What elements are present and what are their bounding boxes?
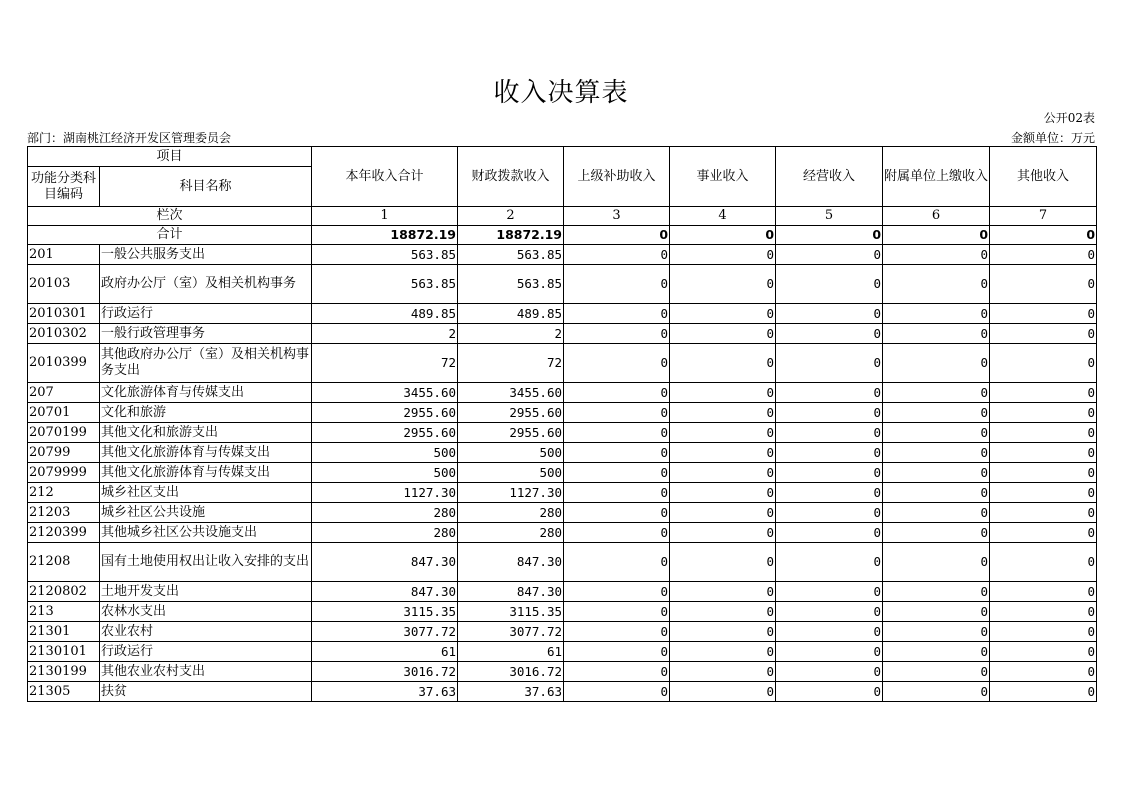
row-code: 2010301 xyxy=(28,304,100,324)
row-value-col-1: 500 xyxy=(312,443,458,463)
header-col-row: 栏次 xyxy=(28,207,312,226)
form-code: 公开02表 xyxy=(1043,111,1095,125)
row-value-col-7: 0 xyxy=(990,304,1097,324)
row-subject-name: 扶贫 xyxy=(100,682,312,702)
row-value-col-5: 0 xyxy=(776,423,883,443)
row-value-col-3: 0 xyxy=(564,383,670,403)
row-value-col-1: 37.63 xyxy=(312,682,458,702)
row-value-col-1: 280 xyxy=(312,503,458,523)
row-value-col-1: 3455.60 xyxy=(312,383,458,403)
row-value-col-3: 0 xyxy=(564,662,670,682)
row-value-col-1: 2955.60 xyxy=(312,423,458,443)
row-value-col-5: 0 xyxy=(776,662,883,682)
row-value-col-1: 847.30 xyxy=(312,582,458,602)
table-row xyxy=(28,463,1097,483)
row-subject-name: 其他文化旅游体育与传媒支出 xyxy=(100,443,312,463)
row-value-col-2: 500 xyxy=(458,463,564,483)
row-code: 21208 xyxy=(28,543,100,582)
row-value-col-3: 0 xyxy=(564,543,670,582)
row-value-col-5: 0 xyxy=(776,523,883,543)
row-value-col-5: 0 xyxy=(776,622,883,642)
row-value-col-7: 0 xyxy=(990,682,1097,702)
row-subject-name: 一般公共服务支出 xyxy=(100,245,312,265)
table-row xyxy=(28,245,1097,265)
row-value-col-6: 0 xyxy=(883,543,990,582)
row-value-col-3: 0 xyxy=(564,324,670,344)
row-code: 212 xyxy=(28,483,100,503)
row-value-col-1: 3016.72 xyxy=(312,662,458,682)
row-value-col-5: 0 xyxy=(776,463,883,483)
row-value-col-2: 489.85 xyxy=(458,304,564,324)
row-value-col-5: 0 xyxy=(776,543,883,582)
table-row xyxy=(28,642,1097,662)
header-item: 项目 xyxy=(28,147,312,167)
row-value-col-2: 72 xyxy=(458,344,564,383)
row-subject-name: 城乡社区支出 xyxy=(100,483,312,503)
row-value-col-2: 500 xyxy=(458,443,564,463)
row-value-col-5: 0 xyxy=(776,483,883,503)
row-value-col-7: 0 xyxy=(990,383,1097,403)
row-value-col-7: 0 xyxy=(990,622,1097,642)
row-value-col-7: 0 xyxy=(990,602,1097,622)
row-subject-name: 其他城乡社区公共设施支出 xyxy=(100,523,312,543)
table-row xyxy=(28,582,1097,602)
row-value-col-6: 0 xyxy=(883,463,990,483)
row-value-col-4: 0 xyxy=(670,245,776,265)
row-value-col-1: 72 xyxy=(312,344,458,383)
total-cell: 0 xyxy=(990,226,1097,245)
row-value-col-5: 0 xyxy=(776,245,883,265)
row-value-col-3: 0 xyxy=(564,423,670,443)
row-value-col-4: 0 xyxy=(670,324,776,344)
row-value-col-6: 0 xyxy=(883,642,990,662)
row-value-col-2: 61 xyxy=(458,642,564,662)
row-value-col-5: 0 xyxy=(776,324,883,344)
row-subject-name: 农林水支出 xyxy=(100,602,312,622)
table-row xyxy=(28,622,1097,642)
table-row xyxy=(28,403,1097,423)
row-value-col-6: 0 xyxy=(883,423,990,443)
row-value-col-6: 0 xyxy=(883,383,990,403)
row-value-col-3: 0 xyxy=(564,483,670,503)
row-subject-name: 其他政府办公厅（室）及相关机构事务支出 xyxy=(100,344,312,383)
row-value-col-6: 0 xyxy=(883,324,990,344)
row-code: 2070199 xyxy=(28,423,100,443)
row-value-col-1: 1127.30 xyxy=(312,483,458,503)
row-value-col-4: 0 xyxy=(670,682,776,702)
col-num-1: 1 xyxy=(312,207,458,226)
header-col-3: 上级补助收入 xyxy=(564,147,670,207)
row-value-col-2: 3016.72 xyxy=(458,662,564,682)
col-num-6: 6 xyxy=(883,207,990,226)
row-code: 213 xyxy=(28,602,100,622)
row-value-col-3: 0 xyxy=(564,344,670,383)
row-value-col-5: 0 xyxy=(776,602,883,622)
row-value-col-6: 0 xyxy=(883,344,990,383)
row-value-col-3: 0 xyxy=(564,245,670,265)
row-value-col-2: 2 xyxy=(458,324,564,344)
row-value-col-2: 2955.60 xyxy=(458,423,564,443)
row-value-col-2: 37.63 xyxy=(458,682,564,702)
row-value-col-7: 0 xyxy=(990,245,1097,265)
row-value-col-1: 563.85 xyxy=(312,265,458,304)
row-value-col-1: 3077.72 xyxy=(312,622,458,642)
row-value-col-1: 563.85 xyxy=(312,245,458,265)
row-code: 2130101 xyxy=(28,642,100,662)
col-num-2: 2 xyxy=(458,207,564,226)
row-subject-name: 其他文化旅游体育与传媒支出 xyxy=(100,463,312,483)
row-value-col-4: 0 xyxy=(670,304,776,324)
total-cell: 18872.19 xyxy=(312,226,458,245)
row-value-col-4: 0 xyxy=(670,265,776,304)
row-value-col-2: 280 xyxy=(458,503,564,523)
row-value-col-3: 0 xyxy=(564,582,670,602)
row-value-col-4: 0 xyxy=(670,383,776,403)
table-row xyxy=(28,304,1097,324)
row-value-col-6: 0 xyxy=(883,245,990,265)
row-value-col-4: 0 xyxy=(670,344,776,383)
header-col-4: 事业收入 xyxy=(670,147,776,207)
row-value-col-4: 0 xyxy=(670,662,776,682)
row-value-col-5: 0 xyxy=(776,682,883,702)
header-col-1: 本年收入合计 xyxy=(312,147,458,207)
table-row xyxy=(28,602,1097,622)
row-value-col-4: 0 xyxy=(670,622,776,642)
row-code: 21203 xyxy=(28,503,100,523)
row-value-col-4: 0 xyxy=(670,642,776,662)
col-num-7: 7 xyxy=(990,207,1097,226)
row-value-col-4: 0 xyxy=(670,602,776,622)
amount-unit-label: 金额单位：万元 xyxy=(1010,131,1095,145)
col-num-5: 5 xyxy=(776,207,883,226)
total-cell: 0 xyxy=(883,226,990,245)
row-value-col-1: 280 xyxy=(312,523,458,543)
row-value-col-5: 0 xyxy=(776,265,883,304)
row-value-col-5: 0 xyxy=(776,582,883,602)
row-value-col-6: 0 xyxy=(883,523,990,543)
table-body xyxy=(28,245,1097,702)
row-value-col-1: 2955.60 xyxy=(312,403,458,423)
row-value-col-2: 847.30 xyxy=(458,543,564,582)
row-value-col-7: 0 xyxy=(990,443,1097,463)
row-value-col-3: 0 xyxy=(564,463,670,483)
row-value-col-7: 0 xyxy=(990,642,1097,662)
row-code: 21305 xyxy=(28,682,100,702)
row-value-col-4: 0 xyxy=(670,423,776,443)
row-code: 2010302 xyxy=(28,324,100,344)
header-col-6: 附属单位上缴收入 xyxy=(883,147,990,207)
row-subject-name: 行政运行 xyxy=(100,304,312,324)
total-label: 合计 xyxy=(28,226,312,245)
row-subject-name: 一般行政管理事务 xyxy=(100,324,312,344)
col-num-4: 4 xyxy=(670,207,776,226)
row-code: 2130199 xyxy=(28,662,100,682)
row-value-col-5: 0 xyxy=(776,304,883,324)
row-value-col-5: 0 xyxy=(776,642,883,662)
total-cell: 0 xyxy=(670,226,776,245)
row-value-col-2: 2955.60 xyxy=(458,403,564,423)
row-value-col-6: 0 xyxy=(883,503,990,523)
row-value-col-1: 500 xyxy=(312,463,458,483)
row-value-col-4: 0 xyxy=(670,523,776,543)
row-value-col-3: 0 xyxy=(564,503,670,523)
total-cell: 0 xyxy=(564,226,670,245)
row-subject-name: 其他农业农村支出 xyxy=(100,662,312,682)
row-value-col-4: 0 xyxy=(670,503,776,523)
row-value-col-7: 0 xyxy=(990,344,1097,383)
row-value-col-6: 0 xyxy=(883,622,990,642)
row-code: 20701 xyxy=(28,403,100,423)
row-subject-name: 其他文化和旅游支出 xyxy=(100,423,312,443)
row-value-col-6: 0 xyxy=(883,662,990,682)
row-code: 2079999 xyxy=(28,463,100,483)
row-value-col-3: 0 xyxy=(564,304,670,324)
row-subject-name: 农业农村 xyxy=(100,622,312,642)
row-value-col-4: 0 xyxy=(670,582,776,602)
row-value-col-2: 3115.35 xyxy=(458,602,564,622)
department-label: 部门：湖南桃江经济开发区管理委员会 xyxy=(27,131,232,145)
row-code: 201 xyxy=(28,245,100,265)
row-code: 2120399 xyxy=(28,523,100,543)
row-value-col-3: 0 xyxy=(564,642,670,662)
table-row xyxy=(28,483,1097,503)
row-code: 2010399 xyxy=(28,344,100,383)
row-value-col-4: 0 xyxy=(670,443,776,463)
row-value-col-3: 0 xyxy=(564,682,670,702)
row-value-col-7: 0 xyxy=(990,324,1097,344)
table-row xyxy=(28,523,1097,543)
row-value-col-6: 0 xyxy=(883,443,990,463)
col-num-3: 3 xyxy=(564,207,670,226)
row-subject-name: 行政运行 xyxy=(100,642,312,662)
row-value-col-1: 2 xyxy=(312,324,458,344)
page-title: 收入决算表 xyxy=(493,78,629,108)
row-value-col-6: 0 xyxy=(883,265,990,304)
row-value-col-5: 0 xyxy=(776,503,883,523)
table-row xyxy=(28,383,1097,403)
row-value-col-2: 563.85 xyxy=(458,245,564,265)
row-value-col-1: 489.85 xyxy=(312,304,458,324)
table-row xyxy=(28,423,1097,443)
row-value-col-2: 563.85 xyxy=(458,265,564,304)
row-value-col-7: 0 xyxy=(990,483,1097,503)
table-row xyxy=(28,265,1097,304)
header-func-code: 功能分类科目编码 xyxy=(28,167,100,207)
row-value-col-6: 0 xyxy=(883,403,990,423)
row-value-col-7: 0 xyxy=(990,523,1097,543)
row-value-col-2: 847.30 xyxy=(458,582,564,602)
row-subject-name: 文化和旅游 xyxy=(100,403,312,423)
row-value-col-7: 0 xyxy=(990,543,1097,582)
row-value-col-7: 0 xyxy=(990,503,1097,523)
row-value-col-4: 0 xyxy=(670,463,776,483)
row-code: 2120802 xyxy=(28,582,100,602)
row-value-col-7: 0 xyxy=(990,423,1097,443)
row-value-col-3: 0 xyxy=(564,403,670,423)
row-value-col-1: 61 xyxy=(312,642,458,662)
row-value-col-5: 0 xyxy=(776,403,883,423)
total-cell: 0 xyxy=(776,226,883,245)
row-value-col-6: 0 xyxy=(883,682,990,702)
row-value-col-5: 0 xyxy=(776,344,883,383)
table-row xyxy=(28,662,1097,682)
header-col-7: 其他收入 xyxy=(990,147,1097,207)
row-value-col-6: 0 xyxy=(883,483,990,503)
row-subject-name: 国有土地使用权出让收入安排的支出 xyxy=(100,543,312,582)
row-value-col-3: 0 xyxy=(564,602,670,622)
row-value-col-6: 0 xyxy=(883,304,990,324)
income-table xyxy=(27,146,1097,702)
row-code: 207 xyxy=(28,383,100,403)
row-value-col-6: 0 xyxy=(883,582,990,602)
row-value-col-4: 0 xyxy=(670,403,776,423)
row-value-col-5: 0 xyxy=(776,443,883,463)
row-value-col-4: 0 xyxy=(670,483,776,503)
header-col-5: 经营收入 xyxy=(776,147,883,207)
row-value-col-6: 0 xyxy=(883,602,990,622)
row-code: 20799 xyxy=(28,443,100,463)
row-value-col-7: 0 xyxy=(990,582,1097,602)
row-value-col-7: 0 xyxy=(990,463,1097,483)
row-value-col-1: 3115.35 xyxy=(312,602,458,622)
row-value-col-7: 0 xyxy=(990,662,1097,682)
table-row xyxy=(28,324,1097,344)
header-subject-name: 科目名称 xyxy=(100,167,312,207)
header-col-2: 财政拨款收入 xyxy=(458,147,564,207)
row-value-col-3: 0 xyxy=(564,622,670,642)
table-row xyxy=(28,682,1097,702)
row-code: 21301 xyxy=(28,622,100,642)
row-value-col-3: 0 xyxy=(564,443,670,463)
row-subject-name: 文化旅游体育与传媒支出 xyxy=(100,383,312,403)
table-row xyxy=(28,443,1097,463)
row-value-col-7: 0 xyxy=(990,403,1097,423)
table-row xyxy=(28,503,1097,523)
total-cell: 18872.19 xyxy=(458,226,564,245)
row-value-col-4: 0 xyxy=(670,543,776,582)
row-value-col-1: 847.30 xyxy=(312,543,458,582)
row-value-col-2: 1127.30 xyxy=(458,483,564,503)
row-value-col-3: 0 xyxy=(564,265,670,304)
row-subject-name: 城乡社区公共设施 xyxy=(100,503,312,523)
row-value-col-5: 0 xyxy=(776,383,883,403)
row-value-col-2: 280 xyxy=(458,523,564,543)
row-value-col-2: 3077.72 xyxy=(458,622,564,642)
row-code: 20103 xyxy=(28,265,100,304)
row-value-col-3: 0 xyxy=(564,523,670,543)
row-subject-name: 政府办公厅（室）及相关机构事务 xyxy=(100,265,312,304)
table-row xyxy=(28,543,1097,582)
row-value-col-7: 0 xyxy=(990,265,1097,304)
row-value-col-2: 3455.60 xyxy=(458,383,564,403)
row-subject-name: 土地开发支出 xyxy=(100,582,312,602)
table-row xyxy=(28,344,1097,383)
